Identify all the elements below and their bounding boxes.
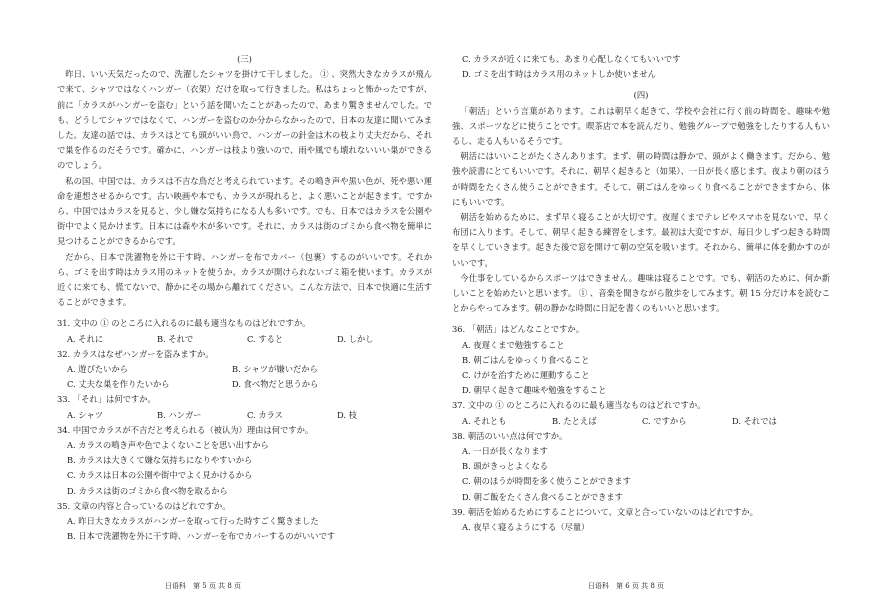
left-column: [57, 52, 432, 544]
option[interactable]: A. それに: [67, 333, 104, 344]
option[interactable]: C. カラスが近くに来ても、あまり心配しなくてもいいです: [462, 54, 681, 64]
option[interactable]: C. けがを治すために運動すること: [462, 370, 590, 381]
option[interactable]: B. 頭がきっとよくなる: [462, 461, 549, 472]
question-stem: 33. 「それ」は何ですか。: [57, 394, 156, 405]
option[interactable]: D. それでは: [732, 415, 777, 426]
option[interactable]: A. カラスの鳴き声や色でよくないことを思い出すから: [67, 440, 269, 451]
option[interactable]: C. カラス: [247, 409, 283, 420]
option[interactable]: A. 遊びたいから: [67, 364, 129, 375]
option-row: [57, 332, 432, 347]
option[interactable]: C. ですから: [642, 415, 687, 426]
option[interactable]: C. 丈夫な巣を作りたいから: [67, 379, 170, 390]
passage-paragraph: 昨日、いい天気だったので、洗濯したシャツを掛けて干しました。 ① 、突然大きなカラスが飛んで来て、シャツではなくハンガー（衣架）だけを取って行きました。私はちょっと怖かったですが、前に「カラスがハンガーを盗む」という話を聞いたことがあったので、あまり驚きませんでした。でも、どうしてシャツではなくて、ハンガーを盗むのか分からなかったので、日本の友達に聞いてみました。友達の話では、カラスはとても頭がいい鳥で、ハンガーの針金は木の枝より丈夫だから、それで巣を作るのだそうです。確かに、ハンガーは枝より強いので、雨や風でも壊れないいい巣ができるのでしょう。: [57, 69, 432, 171]
option[interactable]: B. それで: [157, 333, 194, 344]
option[interactable]: B. シャツが嫌いだから: [232, 364, 318, 375]
right-column: [452, 52, 830, 535]
question-stem: 32. カラスはなぜハンガーを盗みますか。: [57, 348, 214, 359]
option[interactable]: B. カラスは大きくて嫌な気持ちになりやすいから: [67, 455, 253, 466]
page-footer: 日语科 第 5 页 共 8 页: [165, 582, 242, 590]
option[interactable]: A. シャツ: [67, 409, 103, 420]
question-stem: 34. 中国でカラスが不吉だと考えられる（被认为）理由は何ですか。: [57, 424, 314, 435]
option[interactable]: A. 一日が長くなります: [462, 446, 548, 457]
option[interactable]: D. ゴミを出す時はカラス用のネットしか使いません: [462, 69, 656, 80]
passage-paragraph: 「朝活」という言葉があります。これは朝早く起きて、学校や会社に行く前の時間を、趣味や勉強、スポーツなどに使うことです。喫茶店で本を読んだり、勉強グループで勉強をしたりする人もいるし、走る人もいるそうです。: [452, 105, 830, 146]
section-title: (四): [633, 90, 649, 101]
option[interactable]: D. 朝早く起きて趣味や勉強をすること: [462, 385, 607, 396]
question-stem: 36. 「朝活」はどんなことですか。: [452, 324, 584, 335]
option[interactable]: B. 朝ごはんをゆっくり食べること: [462, 354, 590, 365]
question-stem: 31. 文中の ① のところに入れるのに最も適当なものはどれですか。: [57, 318, 311, 329]
option[interactable]: D. しかし: [337, 333, 374, 344]
option-row: [57, 377, 432, 392]
passage-paragraph: だから、日本で洗濯物を外に干す時、ハンガーを布でカバー（包裹）するのがいいです。それから、ゴミを出す時はカラス用のネットを使うか、カラスが開けられないゴミ箱を使います。カラスが近くに来ても、慌てないで、静かにその場から離れてください。こんな方法で、日本で快適に生活することができます。: [57, 251, 432, 308]
question-stem: 37. 文中の ① のところに入れるのに最も適当なものはどれですか。: [452, 400, 706, 411]
page-footer: 日语科 第 6 页 共 8 页: [588, 582, 665, 590]
option[interactable]: C. すると: [247, 333, 284, 344]
option[interactable]: A. それとも: [462, 415, 507, 426]
option[interactable]: C. カラスは日本の公園や街中でよく見かけるから: [67, 470, 253, 481]
option[interactable]: B. 日本で洗濯物を外に干す時、ハンガーを布でカバーするのがいいです: [67, 531, 336, 542]
option-row: [452, 414, 830, 429]
section-title: (三): [237, 54, 252, 64]
option[interactable]: A. 昨日大きなカラスがハンガーを取って行った時すごく驚きました: [67, 516, 319, 527]
passage-paragraph: 今仕事をしているからスポーツはできません。趣味は寝ることです。でも、朝活のために、何か新しいことを始めたいと思います。 ① 、音楽を聞きながら散歩をしてみます。朝 15 分だけ本を読むことからやってみます。朝の静かな時間に日記を書くのもいいと思います。: [452, 272, 830, 314]
option[interactable]: B. ハンガー: [157, 409, 202, 420]
option[interactable]: C. 朝のほうが時間を多く使うことができます: [462, 476, 631, 487]
passage-paragraph: 朝活を始めるために、まず早く寝ることが大切です。夜遅くまでテレビやスマホを見ないで、早く布団に入ります。そして、朝早く起きる練習をします。最初は大変ですが、毎日少しずつ起きる時間を早くしていきます。起きた後で窓を開けて朝の空気を吸います。それから、簡単に体を動かすのがいいです。: [452, 212, 830, 268]
option[interactable]: B. たとえば: [552, 415, 597, 426]
option[interactable]: A. 夜早く寝るようにする（尽量）: [462, 522, 590, 533]
option-row: [57, 362, 432, 377]
passage-paragraph: 朝活にはいいことがたくさんあります。まず、朝の時間は静かで、頭がよく働きます。だから、勉強や読書にとてもいいです。それに、朝早く起きると（如果）、一日が長く感じます。夜より朝のほうが時間をたくさん使うことができます。そして、朝ごはんをゆっくり食べることができますから、体にもいいです。: [452, 151, 830, 207]
passage-paragraph: 私の国、中国では、カラスは不吉な鳥だと考えられています。その鳴き声や黒い色が、死や悪い運命を連想させるからです。古い映画や本でも、カラスが現れると、よく悪いことが起きます。ですから、中国ではカラスを見ると、少し嫌な気持ちになる人も多いです。でも、日本ではカラスを公園や街中でよく見かけます。日本には森や木が多いです。それに、カラスは街のゴミから食べ物を簡単に見つけることができるからです。: [57, 175, 432, 247]
option[interactable]: D. カラスは街のゴミから食べ物を取るから: [67, 485, 228, 496]
option[interactable]: D. 食べ物だと思うから: [232, 379, 319, 390]
question-stem: 39. 朝活を始めるためにすることについて、文章と合っていないのはどれですか。: [452, 506, 758, 517]
question-stem: 35. 文章の内容と合っているのはどれですか。: [57, 500, 231, 511]
option[interactable]: A. 夜遅くまで勉強すること: [462, 339, 565, 350]
option-row: [57, 408, 432, 423]
option[interactable]: D. 枝: [337, 409, 357, 420]
option[interactable]: D. 朝ご飯をたくさん食べることができます: [462, 491, 623, 502]
question-stem: 38. 朝活のいい点は何ですか。: [452, 430, 568, 441]
